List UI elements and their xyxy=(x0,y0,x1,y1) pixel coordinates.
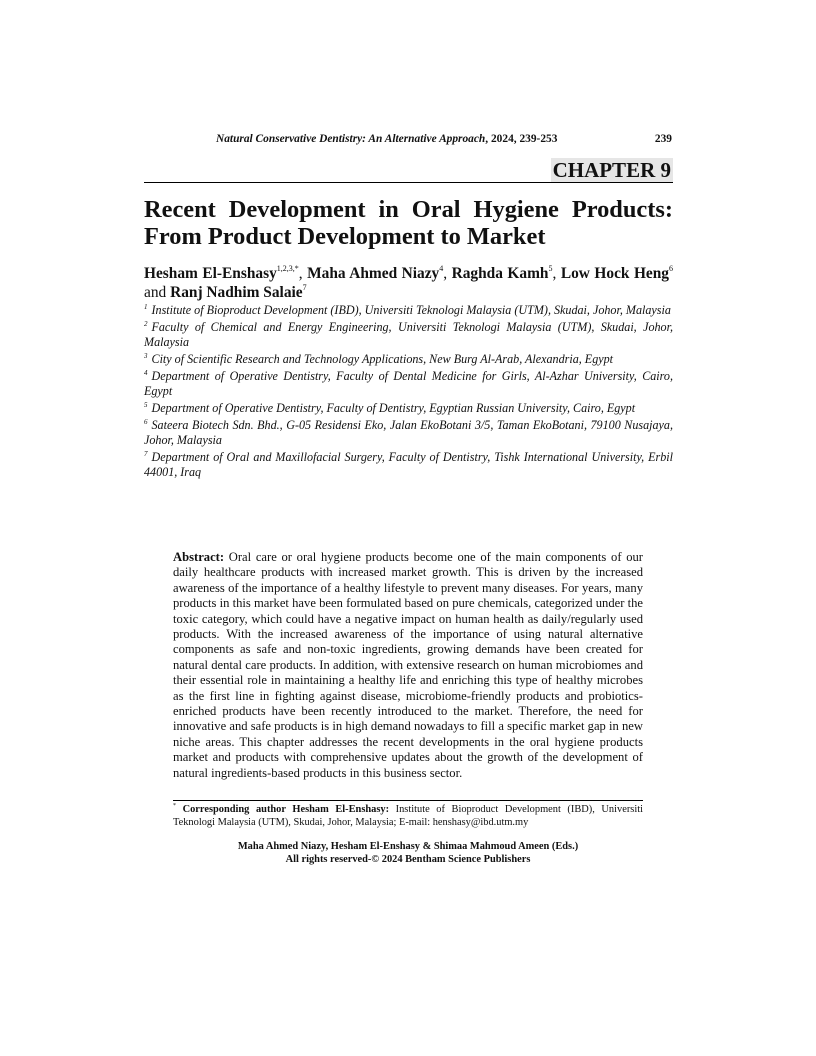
affiliation-number: 4 xyxy=(144,369,148,377)
affiliation-text: Institute of Bioproduct Development (IBD), Universiti Teknologi Malaysia (UTM), Skudai, Johor, Malaysia xyxy=(151,303,671,317)
affiliation xyxy=(144,369,673,399)
author-name: Low Hock Heng xyxy=(560,265,670,282)
author-affiliation-marker: 6 xyxy=(669,264,674,273)
affiliation-number: 2 xyxy=(144,320,148,328)
affiliation xyxy=(144,352,673,367)
copyright-line: All rights reserved-© 2024 Bentham Science Publishers xyxy=(285,853,531,865)
author-name: Raghda Kamh xyxy=(451,265,549,282)
footnote-divider xyxy=(173,800,643,801)
page-number: 239 xyxy=(654,133,672,145)
affiliation-number: 1 xyxy=(144,303,148,311)
chapter-title: Recent Development in Oral Hygiene Products: From Product Development to Market xyxy=(144,196,673,250)
affiliation xyxy=(144,401,673,416)
affiliation-text: Sateera Biotech Sdn. Bhd., G-05 Residensi Eko, Jalan EkoBotani 3/5, Taman EkoBotani, 79100 Nusajaya, Johor, Malaysia xyxy=(144,418,673,447)
affiliation-text: Department of Operative Dentistry, Faculty of Dental Medicine for Girls, Al-Azhar University, Cairo, Egypt xyxy=(144,369,673,398)
affiliation xyxy=(144,320,673,350)
journal-details: , 2024, 239-253 xyxy=(485,133,558,145)
affiliation-list xyxy=(144,303,673,482)
author-name: Hesham El-Enshasy xyxy=(144,265,277,282)
author-list xyxy=(144,264,673,302)
corresponding-author-footnote xyxy=(173,803,643,829)
affiliation-text: Faculty of Chemical and Energy Engineering, Universiti Teknologi Malaysia (UTM), Skudai, Johor, Malaysia xyxy=(144,320,673,349)
affiliation-number: 6 xyxy=(144,418,148,426)
author-affiliation-marker: 1,2,3,* xyxy=(276,264,299,273)
footnote-marker: * xyxy=(173,803,176,809)
abstract xyxy=(173,550,643,781)
footnote-label: Corresponding author Hesham El-Enshasy: xyxy=(182,804,390,815)
author-separator: , xyxy=(443,265,452,282)
abstract-text: Oral care or oral hygiene products become one of the main components of our daily healthcare products with increased market growth. This is driven by the increased awareness of the importance of a healthy lifestyle to prevent many diseases. For years, many products in this market have been formulated based on pure chemicals, categorized under the toxic category, which could have a negative impact on human health as daily/regularly used products. With the increased awareness of the importance of using natural alternative components as safe and non-toxic ingredients, growing demands have been created for natural dental care products. In addition, with extensive research on human microbiomes and their essential role in maintaining a healthy life and enriching this type of healthy microbes as the first line in fighting against disease, microbiome-friendly products and probiotics-enriched products have been recently introduced to the market. Therefore, the need for innovative and safe products is in high demand nowadays to fill a specific market gap in new niche areas. This chapter addresses the recent developments in the oral hygiene products market and products with comprehensive updates about the growth of the development of natural ingredients-based products in this business sector. xyxy=(173,550,643,780)
affiliation-text: Department of Operative Dentistry, Faculty of Dentistry, Egyptian Russian University, Cairo, Egypt xyxy=(151,401,636,415)
abstract-label: Abstract: xyxy=(173,550,225,564)
editors-credit xyxy=(173,841,643,866)
author-separator: and xyxy=(144,284,171,301)
affiliation xyxy=(144,450,673,480)
chapter-label xyxy=(144,158,673,183)
footnote-text: Institute of Bioproduct Development (IBD), Universiti Teknologi Malaysia (UTM), Skudai, Johor, Malaysia; E-mail: henshasy@ibd.utm.my xyxy=(173,804,643,828)
affiliation-number: 7 xyxy=(144,450,148,458)
author-name: Ranj Nadhim Salaie xyxy=(170,284,303,301)
chapter-label-text: CHAPTER 9 xyxy=(552,158,671,182)
author-affiliation-marker: 5 xyxy=(548,264,553,273)
editors-line: Maha Ahmed Niazy, Hesham El-Enshasy & Shimaa Mahmoud Ameen (Eds.) xyxy=(237,841,579,852)
author-affiliation-marker: 7 xyxy=(302,283,307,292)
running-head xyxy=(216,131,672,147)
affiliation-text: City of Scientific Research and Technology Applications, New Burg Al-Arab, Alexandria, Egypt xyxy=(151,352,614,366)
affiliation xyxy=(144,303,673,318)
author-separator: , xyxy=(298,265,308,282)
journal-title: Natural Conservative Dentistry: An Alternative Approach xyxy=(216,133,486,145)
affiliation-number: 3 xyxy=(144,352,148,360)
author-affiliation-marker: 4 xyxy=(439,264,444,273)
author-name: Maha Ahmed Niazy xyxy=(307,265,440,282)
affiliation xyxy=(144,418,673,448)
affiliation-text: Department of Oral and Maxillofacial Surgery, Faculty of Dentistry, Tishk International University, Erbil 44001, Iraq xyxy=(144,450,673,479)
affiliation-number: 5 xyxy=(144,401,148,409)
author-separator: , xyxy=(552,265,561,282)
